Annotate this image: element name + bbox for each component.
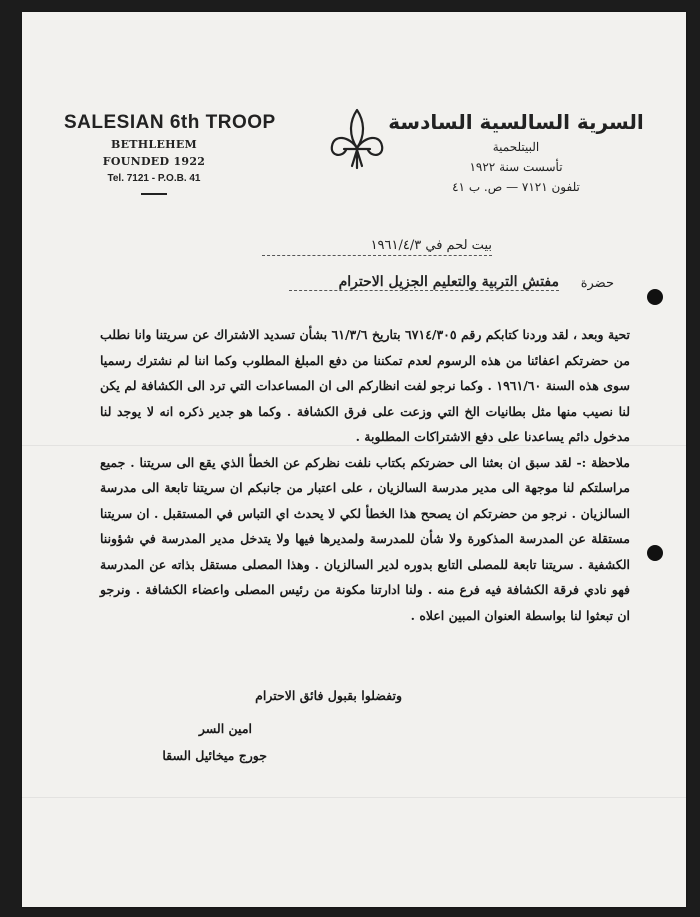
troop-name-en: SALESIAN 6th TROOP: [64, 112, 276, 133]
city-en: BETHLEHEM: [110, 138, 198, 151]
letterhead-arabic: [386, 110, 646, 194]
city-ar: البيتلحمية: [492, 140, 540, 154]
troop-name-ar: السرية السالسية السادسة: [388, 110, 644, 134]
body-paragraph: تحية وبعد ، لقد وردنا كتابكم رقم ٦٧١٤/٣٠٥ بتاريخ ٦١/٣/٦ بشأن تسديد الاشتراك عن سريتنا وانا نطلب من حضرتكم اعفائنا من هذه الرسوم لعدم تمكننا من دفع المبلغ المطلوب وكما اننا لم نشترك رسميا سوى هذه السنة ١٩٦١/٦٠ . وكما نرجو لفت انظاركم الى ان المساعدات التي ترد الى الكشافة لم يكن لنا نصيب منها مثل بطانيات الخ التي وزعت على فرق الكشافة . وكما هو جدير ذكره انه لا يوجد لنا مدخول دائم يساعدنا على دفع الاشتراكات المطلوبة .: [100, 327, 630, 444]
founded-en: FOUNDED 1922: [102, 155, 206, 168]
punch-hole: [647, 289, 663, 305]
contact-ar: تلفون ٧١٢١ — ص. ب ٤١: [452, 180, 580, 194]
punch-hole: [647, 545, 663, 561]
contact-en: Tel. 7121 - P.O.B. 41: [107, 173, 201, 184]
signer-title: امين السر: [198, 721, 252, 736]
letter-sheet: [22, 12, 686, 907]
addressee-prefix: حضرة: [580, 276, 614, 291]
letterhead-english: [64, 112, 276, 195]
addressee: مفتش التربية والتعليم الجزيل الاحترام: [289, 274, 559, 291]
closing-line: وتفضلوا بقبول فائق الاحترام: [255, 688, 402, 703]
letter-date: بيت لحم في ١٩٦١/٤/٣: [262, 238, 492, 256]
fleur-de-lis-icon: [324, 106, 390, 172]
founded-ar: تأسست سنة ١٩٢٢: [469, 160, 563, 174]
letter-body: [100, 322, 630, 628]
paper-fold: [22, 797, 686, 798]
signer-name: جورج ميخائيل السقا: [162, 748, 267, 763]
divider: [141, 193, 167, 195]
body-paragraph-note: ملاحظة :- لقد سبق ان بعثنا الى حضرتكم بكتاب نلفت نظركم عن الخطأ الذي يقع الى سريتنا . جميع مراسلتكم لنا موجهة الى مدير مدرسة السالزيان ، على اعتبار من جانبكم ان سريتنا تابعة الى مدرسة السالزيان . نرجو من حضرتكم ان يصحح هذا الخطأ لكي لا يحدث اي التباس في المستقبل . ان سريتنا مستقلة عن المدرسة المذكورة ولا شأن للمدرسة ولمديرها فيها ولا يتدخل مدير المدرسة في شؤوننا الكشفية . سريتنا تابعة للمصلى التابع بدوره لدير السالزيان . وهذا المصلى مستقل بذاته عن المدرسة فهو نادي فرقة الكشافة فيه فرع منه . ولنا ادارتنا مكونة من رئيس المصلى واعضاء الكشافة . ونرجو ان تبعثوا لنا بواسطة العنوان المبين اعلاه .: [100, 454, 630, 623]
